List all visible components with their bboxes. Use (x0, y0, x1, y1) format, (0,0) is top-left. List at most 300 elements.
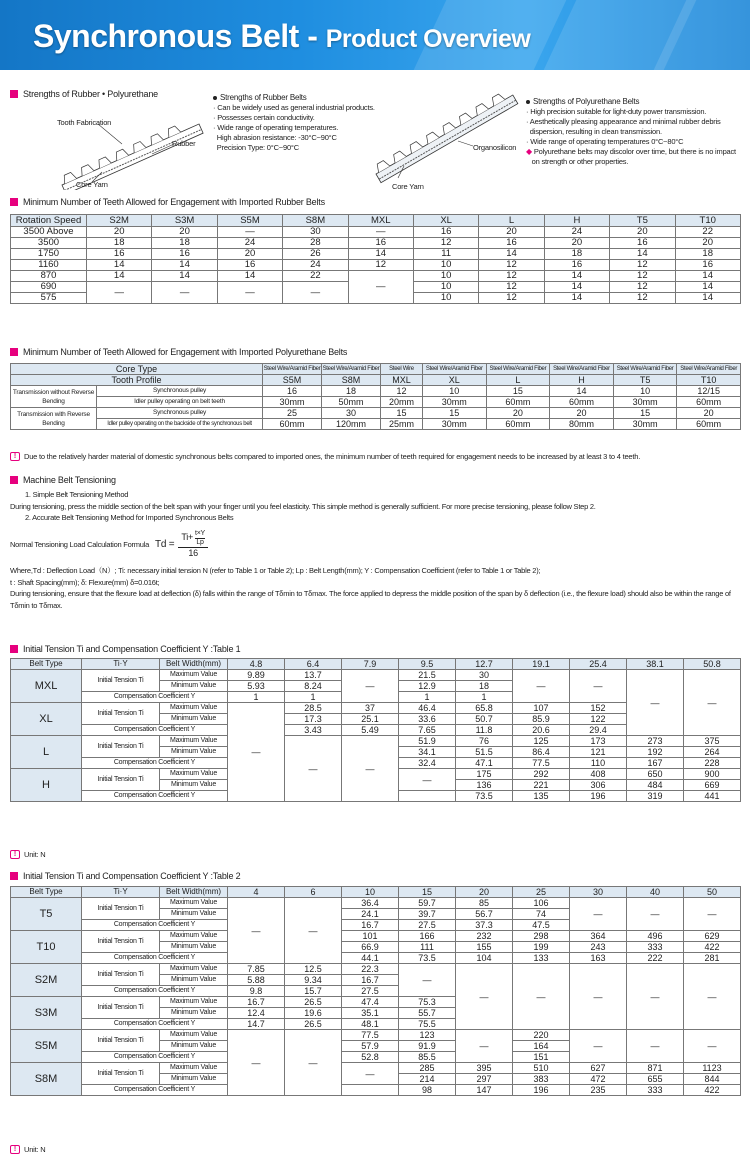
table-cell: 120mm (322, 419, 381, 430)
table-cell: 1 (228, 692, 285, 703)
table-cell: Minimum Value (160, 747, 228, 758)
table-cell: 77.5 (513, 758, 570, 769)
table-cell: 30mm (423, 397, 487, 408)
table-cell: 510 (513, 1063, 570, 1074)
table-cell: 22 (675, 227, 740, 238)
table-cell: Minimum Value (160, 714, 228, 725)
note-icon: ! (10, 1145, 20, 1154)
table-cell: 9.34 (285, 975, 342, 986)
table-cell: Maximum Value (160, 997, 228, 1008)
table-cell: 107 (513, 703, 570, 714)
table-cell: Initial Tension Ti (82, 964, 160, 986)
table-cell: 16.7 (228, 997, 285, 1008)
table-row (11, 249, 741, 260)
table-cell: T10 (677, 375, 741, 386)
table-cell: — (399, 769, 456, 791)
table-cell: 14 (479, 249, 544, 260)
table-cell: 75.3 (399, 997, 456, 1008)
pu-label-core: Core Yarn (392, 182, 424, 191)
table-cell: 243 (570, 942, 627, 953)
table-row (11, 898, 741, 909)
table-cell: 28 (283, 238, 348, 249)
table-cell: XL (423, 375, 487, 386)
table-cell: — (570, 1030, 627, 1063)
table-cell: 15 (423, 408, 487, 419)
table-cell: 73.5 (399, 953, 456, 964)
table-cell: — (627, 670, 684, 736)
table-cell: 3500 Above (11, 227, 87, 238)
table-cell: 199 (513, 942, 570, 953)
table-cell: 12 (348, 260, 413, 271)
table-cell: S2M (11, 964, 82, 997)
table-cell: Initial Tension Ti (82, 736, 160, 758)
table-cell: 32.4 (399, 758, 456, 769)
table-cell: Belt Type (11, 887, 82, 898)
table-cell: 80mm (550, 419, 614, 430)
table-cell: 870 (11, 271, 87, 282)
table-cell: 13.7 (285, 670, 342, 681)
section-marker-icon (10, 198, 18, 206)
table-cell: — (684, 670, 741, 736)
table-cell: 18 (675, 249, 740, 260)
table-cell: Synchronous pulley (97, 408, 263, 419)
table-cell: 47.5 (513, 920, 570, 931)
table-cell: 36.4 (342, 898, 399, 909)
table-row (11, 271, 741, 282)
table-cell: 98 (399, 1085, 456, 1096)
table-cell: Maximum Value (160, 1030, 228, 1041)
table-cell: — (283, 282, 348, 304)
table-cell: Minimum Value (160, 780, 228, 791)
table-header: S5M (217, 215, 282, 227)
table-cell: Belt Type (11, 659, 82, 670)
table-cell: — (570, 964, 627, 1030)
table-cell: Initial Tension Ti (82, 1063, 160, 1085)
table-cell: 298 (513, 931, 570, 942)
table-cell: Steel Wire/Aramid Fiber (423, 364, 487, 375)
table-cell: 52.8 (342, 1052, 399, 1063)
table-cell: 1 (285, 692, 342, 703)
table-cell: 383 (513, 1074, 570, 1085)
table-cell: 14 (152, 260, 217, 271)
table-cell: 11 (413, 249, 478, 260)
table-cell: Synchronous pulley (97, 386, 263, 397)
table-cell: 14 (544, 282, 609, 293)
table-cell: 264 (684, 747, 741, 758)
section-table1 (10, 644, 240, 654)
table-header: Tooth Profile (11, 375, 263, 386)
table-cell: 292 (513, 769, 570, 780)
table-cell: 85.5 (399, 1052, 456, 1063)
table-cell: 235 (570, 1085, 627, 1096)
table-cell: 44.1 (342, 953, 399, 964)
table-row (11, 670, 741, 681)
table-cell: — (228, 1030, 285, 1096)
pu-note: ! Due to the relatively harder material of domestic synchronous belts compared to imported ones, the minimum number of teeth required for engagement needs to be increased by at least 3 to 4 teeth. (10, 452, 640, 461)
table-cell: Maximum Value (160, 736, 228, 747)
table-cell: S3M (11, 997, 82, 1030)
table-cell: 27.5 (399, 920, 456, 931)
table-cell: H (550, 375, 614, 386)
table-cell: 650 (627, 769, 684, 780)
table-cell: 10 (342, 887, 399, 898)
section-heading: Minimum Number of Teeth Allowed for Engagement with Imported Polyurethane Belts (23, 347, 348, 357)
table-cell: 40 (627, 887, 684, 898)
table-cell: 1 (456, 692, 513, 703)
table-cell: Steel Wire/Aramid Fiber (550, 364, 614, 375)
table-cell: 14 (87, 271, 152, 282)
table-cell: — (684, 964, 741, 1030)
table-cell: 20 (152, 227, 217, 238)
table-cell: 60mm (263, 419, 322, 430)
table-cell: 10 (423, 386, 487, 397)
section-marker-icon (10, 348, 18, 356)
page-subtitle: Product Overview (325, 25, 531, 53)
pu-strengths-list: Strengths of Polyurethane Belts · High precision suitable for light-duty power transmission. · Aesthetically pleasing appearance and minimal rubber debris dispersion, resulting in clean transmission. · Wide range of operating temperatures 0°C~80°C ◆ Polyurethane belts may discolor over time, but there is no impact on strength or other properties. (526, 97, 736, 166)
table-cell: 77.5 (342, 1030, 399, 1041)
table-cell: 5.93 (228, 681, 285, 692)
table-cell: 333 (627, 1085, 684, 1096)
table-cell: 19.1 (513, 659, 570, 670)
table-cell: 25mm (381, 419, 423, 430)
table-header: L (479, 215, 544, 227)
table-cell: 20mm (381, 397, 423, 408)
table-cell: 12 (610, 282, 675, 293)
table-cell: Transmission without Reverse Bending (11, 386, 97, 408)
table-cell: 173 (570, 736, 627, 747)
table-cell: MXL (11, 670, 82, 703)
table-cell: 111 (399, 942, 456, 953)
table-cell: XL (11, 703, 82, 736)
tensioning-body: 1. Simple Belt Tensioning Method During tensioning, press the middle section of the belt span with your finger until you feel elasticity. This simple method is generally sufficient. For more precise tensioning, please follow Step 2. 2. Accurate Belt Tensioning Method for Imported Synchronous Belts Normal Tensioning Load Calculation Formula Td = Ti+ $\frac{t\times Y}{Lp}$ 16 Where,Td : Deflection Load（N）; Ti: necessary initial tension N (refer to Table 1 or Table 2); Lp : Belt Length(mm); Y : Compensation Coefficient (refer to Table 1 or Table 2); t : Shaft Spacing(mm); δ: Flexure(mm) δ=0.016t; During tensioning, ensure that the flexure load at deflection (δ) falls within the range of Tδmin to Tδmax. The force applied to depress the middle position of the span by δ deflection (i.e., the flexure load) should also be within the range of Tδmin to Tδmax. (10, 489, 740, 611)
section-heading: Initial Tension Ti and Compensation Coefficient Y :Table 1 (23, 644, 241, 654)
section-strengths (10, 89, 158, 99)
table-cell: 60mm (486, 397, 550, 408)
table-cell: 152 (570, 703, 627, 714)
table-cell: 20 (610, 227, 675, 238)
table-cell: Initial Tension Ti (82, 898, 160, 920)
table-header: T10 (675, 215, 740, 227)
table-cell: 10 (413, 271, 478, 282)
table-cell: 24 (544, 227, 609, 238)
table2-unit: ! Unit: N (10, 1145, 46, 1154)
table-cell: 20 (544, 238, 609, 249)
table-cell: 422 (684, 942, 741, 953)
table-cell: 16 (413, 227, 478, 238)
table-cell: Idler pulley operating on belt teeth (97, 397, 263, 408)
rubber-teeth-table (10, 214, 741, 304)
table-cell: 16 (675, 260, 740, 271)
table-cell: 281 (684, 953, 741, 964)
table-cell: 441 (684, 791, 741, 802)
table-cell: 18 (456, 681, 513, 692)
table-cell: Initial Tension Ti (82, 931, 160, 953)
table-cell: 39.7 (399, 909, 456, 920)
tension-table-2 (10, 886, 741, 1096)
table-cell: 30 (456, 670, 513, 681)
table-cell: 25 (513, 887, 570, 898)
table-cell: — (285, 1030, 342, 1096)
table-cell: 10 (413, 260, 478, 271)
table-cell: Maximum Value (160, 670, 228, 681)
table-cell: Compensation Coefficient Y (82, 1085, 228, 1096)
table-cell: 7.65 (399, 725, 456, 736)
table-cell: 73.5 (456, 791, 513, 802)
table-row (11, 260, 741, 271)
table-cell: 121 (570, 747, 627, 758)
section-marker-icon (10, 872, 18, 880)
table-cell: 30mm (423, 419, 487, 430)
table-header: S3M (152, 215, 217, 227)
table-cell: 16 (610, 238, 675, 249)
table-cell: 220 (513, 1030, 570, 1041)
table-cell: 8.24 (285, 681, 342, 692)
section-table2 (10, 871, 240, 881)
table-cell: 123 (399, 1030, 456, 1041)
table-cell: Minimum Value (160, 909, 228, 920)
table-cell: 408 (570, 769, 627, 780)
pu-teeth-table (10, 363, 741, 430)
table-cell: 228 (684, 758, 741, 769)
table-cell: 125 (513, 736, 570, 747)
table-cell: 24.1 (342, 909, 399, 920)
table-cell: 3500 (11, 238, 87, 249)
table-cell: 16.7 (342, 920, 399, 931)
table-cell: S8M (322, 375, 381, 386)
table-row (11, 408, 741, 419)
table-cell: 167 (627, 758, 684, 769)
table-cell: — (342, 670, 399, 703)
section-pu-teeth (10, 347, 347, 357)
table-cell: 12.7 (456, 659, 513, 670)
table-cell: 484 (627, 780, 684, 791)
table-cell: MXL (381, 375, 423, 386)
table-cell: 164 (513, 1041, 570, 1052)
table-cell: 104 (456, 953, 513, 964)
section-marker-icon (10, 645, 18, 653)
table-row (11, 238, 741, 249)
table-cell: 51.5 (456, 747, 513, 758)
section-tensioning (10, 475, 116, 485)
table-cell: 16 (263, 386, 322, 397)
table-cell: 28.5 (285, 703, 342, 714)
table-cell: Minimum Value (160, 1041, 228, 1052)
table-cell: 51.9 (399, 736, 456, 747)
table-cell: 18 (544, 249, 609, 260)
table-cell: Compensation Coefficient Y (82, 791, 228, 802)
table-row (11, 1063, 741, 1074)
table-cell: 147 (456, 1085, 513, 1096)
table-cell: 37.3 (456, 920, 513, 931)
table-cell: 20 (87, 227, 152, 238)
table-cell: 14 (348, 249, 413, 260)
table-cell: 15 (399, 887, 456, 898)
table-cell: — (456, 1030, 513, 1063)
table-cell: Steel Wire/Aramid Fiber (322, 364, 381, 375)
title-banner (0, 0, 750, 70)
table-cell: 91.9 (399, 1041, 456, 1052)
table-cell: Initial Tension Ti (82, 769, 160, 791)
table-cell: 9.5 (399, 659, 456, 670)
table-cell: 60mm (677, 419, 741, 430)
table-cell: 30 (283, 227, 348, 238)
warning-diamond-icon: ◆ (526, 147, 532, 156)
section-heading: Machine Belt Tensioning (23, 475, 116, 485)
table-cell (342, 1085, 399, 1096)
table-cell: 12 (610, 260, 675, 271)
table-cell: 12.9 (399, 681, 456, 692)
table-cell: 1750 (11, 249, 87, 260)
table-cell: S8M (11, 1063, 82, 1096)
table-cell: Compensation Coefficient Y (82, 1052, 228, 1063)
table-cell: 1123 (684, 1063, 741, 1074)
table-cell: 196 (570, 791, 627, 802)
table-cell: 9.8 (228, 986, 285, 997)
table-cell: 9.89 (228, 670, 285, 681)
page-title: Synchronous Belt - Product Overview (33, 18, 531, 54)
table-cell: — (627, 964, 684, 1030)
table-cell: 12.4 (228, 1008, 285, 1019)
table-cell: T10 (11, 931, 82, 964)
table-cell: 122 (570, 714, 627, 725)
table-cell: 57.9 (342, 1041, 399, 1052)
table-cell: — (217, 282, 282, 304)
table-cell: Idler pulley operating on the backside of the synchronous belt (97, 419, 263, 430)
table-cell: 14 (152, 271, 217, 282)
table-cell: 5.88 (228, 975, 285, 986)
table-cell: Maximum Value (160, 769, 228, 780)
rubber-label-core: Core Yarn (76, 180, 108, 189)
table-cell: 12 (479, 260, 544, 271)
table-cell: 222 (627, 953, 684, 964)
table-cell: 20 (217, 249, 282, 260)
table-cell: 65.8 (456, 703, 513, 714)
table-cell: 18 (87, 238, 152, 249)
table-cell: 690 (11, 282, 87, 293)
table-cell: 20 (677, 408, 741, 419)
table-cell: 74 (513, 909, 570, 920)
table-cell: 17.3 (285, 714, 342, 725)
table-cell: 12.5 (285, 964, 342, 975)
table-header: H (544, 215, 609, 227)
table-cell: 14 (675, 282, 740, 293)
table-cell: — (342, 736, 399, 802)
table-cell: 16 (348, 238, 413, 249)
table-cell: 6 (285, 887, 342, 898)
table-cell: 30mm (263, 397, 322, 408)
table-cell: Initial Tension Ti (82, 1030, 160, 1052)
table-cell: H (11, 769, 82, 802)
table-cell: 106 (513, 898, 570, 909)
table-header: Rotation Speed (11, 215, 87, 227)
table-row (11, 736, 741, 747)
table-cell: 669 (684, 780, 741, 791)
table-cell: Steel Wire/Aramid Fiber (677, 364, 741, 375)
section-marker-icon (10, 476, 18, 484)
table-cell: 50.7 (456, 714, 513, 725)
table-cell: 27.5 (342, 986, 399, 997)
note-icon: ! (10, 850, 20, 859)
table-cell: 12 (413, 238, 478, 249)
table-cell: 14 (217, 271, 282, 282)
rubber-strengths-list: Strengths of Rubber Belts · Can be widely used as general industrial products. · Possesses certain conductivity. · Wide range of operating temperatures. High abrasion resistance: -30°C~90°C Precision Type: 0°C~90°C (213, 93, 375, 152)
table-cell: 34.1 (399, 747, 456, 758)
table-cell: Minimum Value (160, 1074, 228, 1085)
table-cell: 16 (544, 260, 609, 271)
table-cell: — (684, 898, 741, 931)
table-cell: 16 (87, 249, 152, 260)
table-cell: 50.8 (684, 659, 741, 670)
table-cell: 21.5 (399, 670, 456, 681)
table-cell: 22 (283, 271, 348, 282)
table-cell: 47.4 (342, 997, 399, 1008)
table-cell: 166 (399, 931, 456, 942)
table-cell: 14 (544, 293, 609, 304)
table-cell: T5 (11, 898, 82, 931)
table-cell: 627 (570, 1063, 627, 1074)
table-cell: 135 (513, 791, 570, 802)
table-cell: 395 (456, 1063, 513, 1074)
table-cell: 37 (342, 703, 399, 714)
table-row (11, 931, 741, 942)
table-cell: 18 (322, 386, 381, 397)
table-cell: 20 (675, 238, 740, 249)
table-cell: 20 (479, 227, 544, 238)
table-cell: 273 (627, 736, 684, 747)
table-cell: S5M (11, 1030, 82, 1063)
table-cell: 60mm (677, 397, 741, 408)
table-cell: Steel Wire/Aramid Fiber (486, 364, 550, 375)
table-cell: 297 (456, 1074, 513, 1085)
table-cell: 59.7 (399, 898, 456, 909)
table-cell: — (228, 703, 285, 802)
table-cell: — (342, 1063, 399, 1085)
table-cell: 30 (322, 408, 381, 419)
table-row (11, 1030, 741, 1041)
table-cell: Compensation Coefficient Y (82, 1019, 228, 1030)
table-cell: 18 (152, 238, 217, 249)
table-row (11, 227, 741, 238)
table-cell: 25.1 (342, 714, 399, 725)
table-cell: 364 (570, 931, 627, 942)
table-cell: 16.7 (342, 975, 399, 986)
table-cell: 232 (456, 931, 513, 942)
table-cell: 14.7 (228, 1019, 285, 1030)
table-cell: Transmission with Reverse Bending (11, 408, 97, 430)
table-cell: Maximum Value (160, 1063, 228, 1074)
table-cell: 16 (217, 260, 282, 271)
table1-unit: ! Unit: N (10, 850, 46, 859)
table-cell: 86.4 (513, 747, 570, 758)
table-cell: 85.9 (513, 714, 570, 725)
table-header: S8M (283, 215, 348, 227)
table-cell: Minimum Value (160, 975, 228, 986)
table-cell: 76 (456, 736, 513, 747)
table-cell: 15 (486, 386, 550, 397)
table-cell: — (570, 898, 627, 931)
table-row (11, 964, 741, 975)
table-cell: 35.1 (342, 1008, 399, 1019)
table-cell: 20 (486, 408, 550, 419)
table-cell: 14 (550, 386, 614, 397)
table-cell: 14 (544, 271, 609, 282)
section-heading: Strengths of Rubber • Polyurethane (23, 89, 158, 99)
table-cell: 10 (413, 293, 478, 304)
table-cell: — (513, 670, 570, 703)
section-rubber-teeth (10, 197, 325, 207)
table-cell: T5 (613, 375, 677, 386)
table-cell: 655 (627, 1074, 684, 1085)
